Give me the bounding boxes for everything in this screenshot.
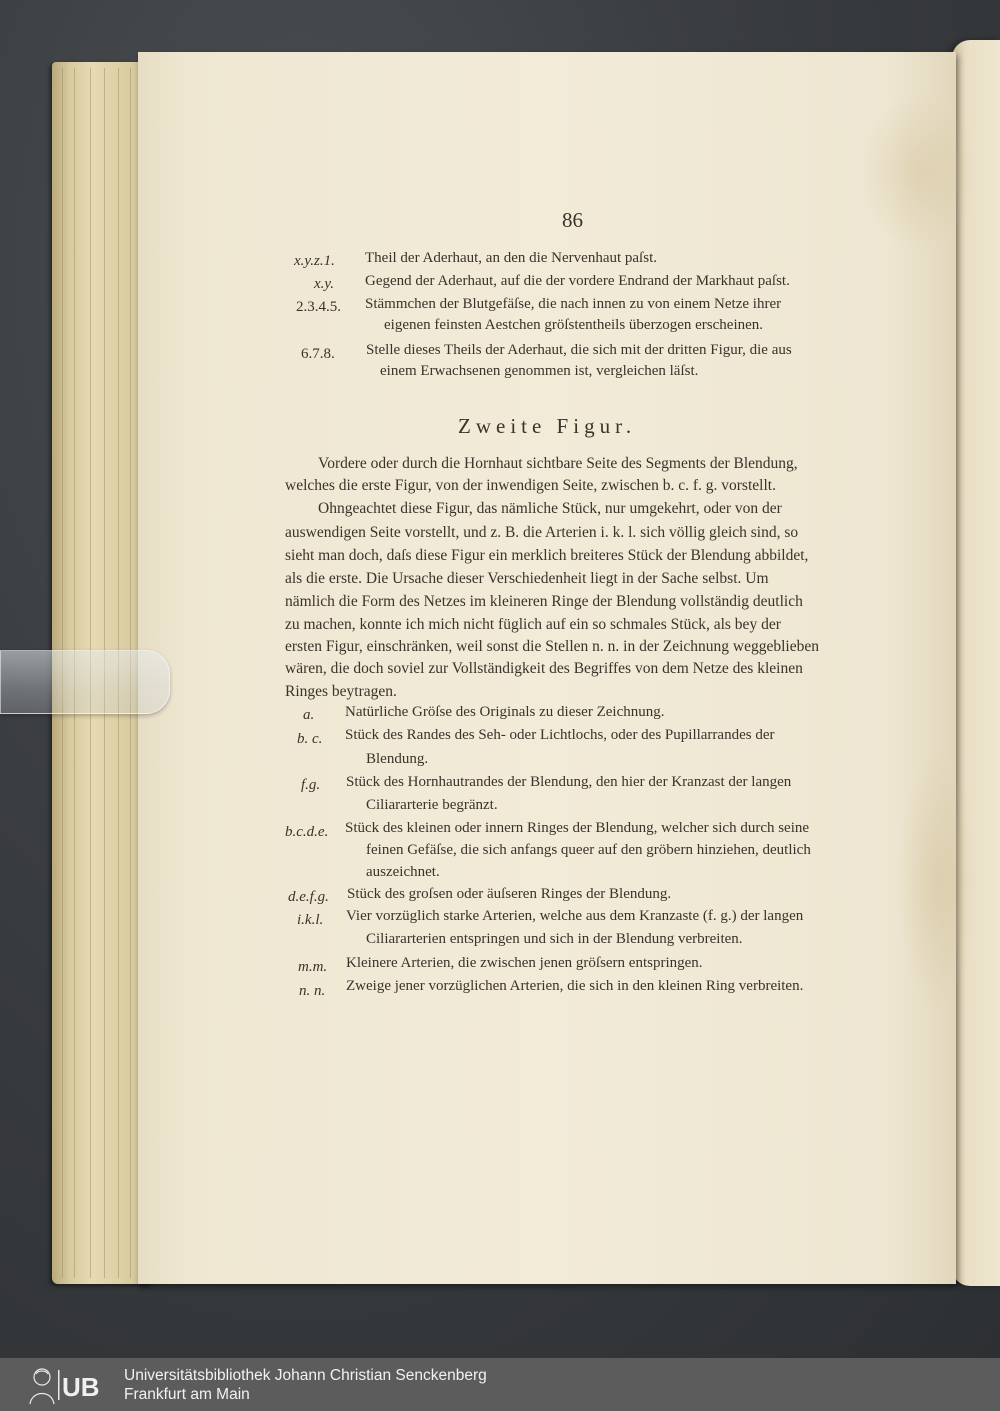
paragraph-line: welches die erste Figur, von der inwendigen Seite, zwischen b. c. f. g. vorstellt.	[285, 477, 776, 494]
page-holder-clip	[0, 650, 170, 714]
logo-text: UB	[62, 1372, 100, 1402]
entry-label: b.c.d.e.	[285, 824, 329, 840]
paragraph-line: Ohngeachtet diese Figur, das nämliche Stück, nur umgekehrt, oder von der	[318, 500, 782, 517]
entry-text: feinen Gefäſse, die sich anfangs queer auf den gröbern hinziehen, deutlich	[366, 842, 811, 858]
entry-text: Theil der Aderhaut, an den die Nervenhaut paſst.	[365, 250, 657, 266]
entry-text: Blendung.	[366, 751, 429, 767]
entry-text: Kleinere Arterien, die zwischen jenen gröſsern entspringen.	[346, 955, 703, 971]
entry-text: Stelle dieses Theils der Aderhaut, die sich mit der dritten Figur, die aus	[366, 342, 792, 358]
paragraph-line: Ringes beytragen.	[285, 683, 397, 700]
entry-text: Ciliararterie begränzt.	[366, 797, 498, 813]
paragraph-line: nämlich die Form des Netzes im kleineren Ringe der Blendung vollständig deutlich	[285, 593, 803, 610]
library-logo	[24, 1364, 122, 1406]
entry-text: einem Erwachsenen genommen ist, vergleichen läſst.	[380, 363, 699, 379]
paragraph-line: sieht man doch, daſs diese Figur ein merklich breiteres Stück der Blendung abbildet,	[285, 547, 809, 564]
entry-text: Zweige jener vorzüglichen Arterien, die sich in den kleinen Ring verbreiten.	[346, 978, 804, 994]
footer-library-city: Frankfurt am Main	[124, 1386, 250, 1403]
entry-text: Ciliararterien entspringen und sich in der Blendung verbreiten.	[366, 931, 743, 947]
paragraph-line: zu machen, konnte ich mich nicht füglich auf ein so schmales Stück, als bey der	[285, 616, 781, 633]
entry-label: b. c.	[297, 731, 323, 747]
entry-text: Natürliche Gröſse des Originals zu dieser Zeichnung.	[345, 704, 665, 720]
entry-label: m.m.	[298, 959, 328, 975]
entry-text: Stück des kleinen oder innern Ringes der Blendung, welcher sich durch seine	[345, 820, 810, 836]
entry-label: 6.7.8.	[301, 346, 335, 362]
entry-text: Stämmchen der Blutgefäſse, die nach innen zu von einem Netze ihrer	[365, 296, 782, 312]
entry-label: f.g.	[301, 777, 321, 793]
entry-label: d.e.f.g.	[288, 889, 329, 905]
entry-label: x.y.	[314, 276, 334, 292]
entry-label: x.y.z.1.	[294, 253, 335, 269]
footer-library-name: Universitätsbibliothek Johann Christian Senckenberg	[124, 1367, 487, 1384]
entry-text: auszeichnet.	[366, 864, 440, 880]
library-logo-icon	[24, 1364, 122, 1406]
entry-text: Stück des Randes des Seh- oder Lichtlochs, oder des Pupillarrandes der	[345, 727, 775, 743]
entry-text: Vier vorzüglich starke Arterien, welche aus dem Kranzaste (f. g.) der langen	[346, 908, 804, 924]
paragraph-line: ersten Figur, einschränken, weil sonst die Stellen n. n. in der Zeichnung weggeblieben	[285, 638, 819, 655]
entry-text: Gegend der Aderhaut, auf die der vordere Endrand der Markhaut paſst.	[365, 273, 790, 289]
page-number: 86	[562, 208, 583, 232]
entry-text: Stück des Hornhautrandes der Blendung, den hier der Kranzast der langen	[346, 774, 792, 790]
entry-text: eigenen feinsten Aestchen gröſstentheils überzogen erscheinen.	[384, 317, 764, 333]
entry-label: a.	[303, 707, 315, 723]
paragraph-line: Vordere oder durch die Hornhaut sichtbare Seite des Segments der Blendung,	[318, 455, 798, 472]
entry-text: Stück des groſsen oder äuſseren Ringes der Blendung.	[347, 886, 672, 902]
entry-label: 2.3.4.5.	[296, 299, 341, 315]
section-heading: Zweite Figur.	[458, 414, 637, 438]
entry-label: n. n.	[299, 983, 326, 999]
paragraph-line: wären, die doch soviel zur Vollständigkeit des Begriffes von dem Netze des kleinen	[285, 660, 803, 677]
entry-label: i.k.l.	[297, 912, 324, 928]
paragraph-line: auswendigen Seite vorstellt, und z. B. die Arterien i. k. l. sich völlig gleich sind, so	[285, 524, 799, 541]
paragraph-line: als die erste. Die Ursache dieser Verschiedenheit liegt in der Sache selbst. Um	[285, 570, 769, 587]
